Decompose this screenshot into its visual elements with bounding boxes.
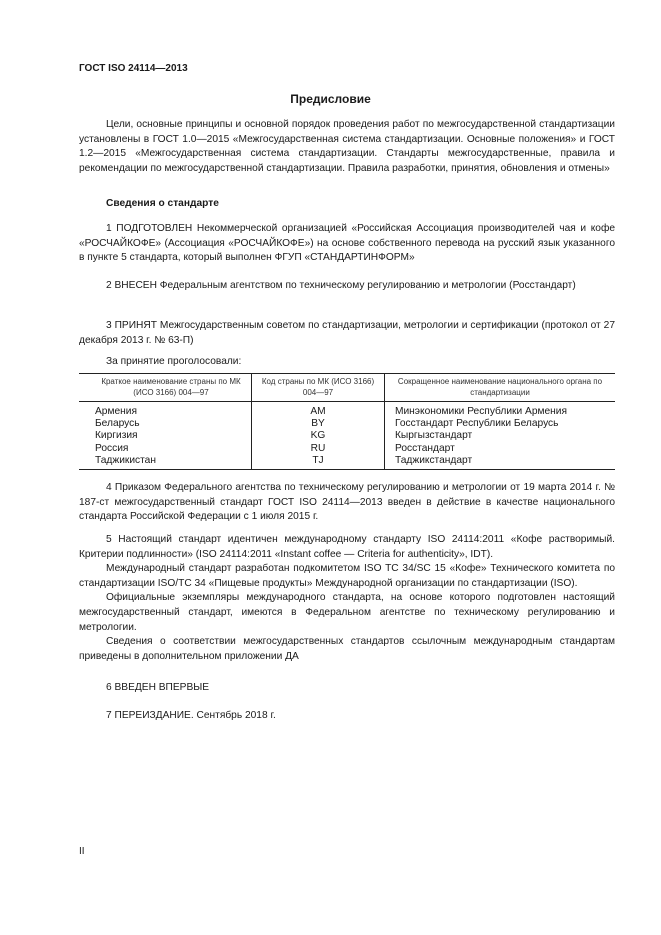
item-3-paragraph: 3 ПРИНЯТ Межгосударственным советом по стандартизации, метрологии и сертификации (протокол от 27 декабря 2013 г. № 63-П): [79, 320, 615, 346]
item-5-block: [79, 533, 615, 664]
item-5-paragraph-2: Международный стандарт разработан подкомитетом ISO TC 34/SC 15 «Кофе» Технического комитета по стандартизации ISO/TC 34 «Пищевые продукты» Международной организации по стандартизации (ISO).: [79, 563, 615, 589]
item-4-block: [79, 481, 615, 525]
cell-body: Госстандарт Республики Беларусь: [385, 418, 616, 430]
countries-table-block: [79, 373, 615, 470]
item-6-block: [79, 681, 615, 696]
page-title: Предисловие: [290, 92, 371, 106]
table-row: [79, 455, 615, 470]
table-row: [79, 418, 615, 430]
table-header-row: [79, 374, 615, 402]
cell-code: TJ: [252, 455, 385, 470]
table-row: [79, 443, 615, 455]
item-1-block: [79, 222, 615, 266]
cell-country: Армения: [95, 406, 137, 417]
cell-country: Беларусь: [95, 418, 140, 430]
voted-label: За принятие проголосовали:: [106, 356, 242, 367]
cell-country: Таджикистан: [79, 455, 252, 470]
cell-code: RU: [252, 443, 385, 455]
item-5-paragraph-1: 5 Настоящий стандарт идентичен международному стандарту ISO 24114:2011 «Кофе растворимый. Критерии подлинности» (ISO 24114:2011 «Instant coffee — Criteria for authenticity», IDT).: [79, 534, 615, 560]
item-1-paragraph: 1 ПОДГОТОВЛЕН Некоммерческой организацией «Российская Ассоциация производителей чая и кофе «РОСЧАЙКОФЕ» (Ассоциация «РОСЧАЙКОФЕ») на основе собственного перевода на русский язык указанного в пункте 5 стандарта, который выполнен ФГУП «СТАНДАРТИНФОРМ»: [79, 223, 615, 264]
cell-code: BY: [252, 418, 385, 430]
cell-code: AM: [252, 402, 385, 419]
item-7-block: [79, 709, 615, 724]
item-6-paragraph: 6 ВВЕДЕН ВПЕРВЫЕ: [106, 682, 210, 693]
cell-code: KG: [252, 430, 385, 442]
item-5-paragraph-4: Сведения о соответствии межгосударственных стандартов ссылочным международным стандартам приведены в дополнительном приложении ДА: [79, 636, 615, 662]
intro-paragraph: Цели, основные принципы и основной порядок проведения работ по межгосударственной стандартизации установлены в ГОСТ 1.0—2015 «Межгосударственная система стандартизации. Основные положения» и ГОСТ 1.2—2015 «Межгосударственная система стандартизации. Стандарты межгосударственные, правила и рекомендации по межгосударственной стандартизации. Правила разработки, принятия, обновления и отмены»: [79, 119, 615, 174]
item-5-paragraph-3: Официальные экземпляры международного стандарта, на основе которого подготовлен настоящий межгосударственный стандарт, имеются в Федеральном агентстве по техническому регулированию и метрологии.: [79, 592, 615, 633]
table-header-country: Краткое наименование страны по МК (ИСО 3166) 004—97: [79, 374, 252, 402]
cell-body: Росстандарт: [385, 443, 616, 455]
cell-body: Кыргызстандарт: [385, 430, 616, 442]
cell-body: Минэкономики Республики Армения: [385, 402, 616, 419]
item-4-paragraph: 4 Приказом Федерального агентства по техническому регулированию и метрологии от 19 марта 2014 г. № 187-ст межгосударственный стандарт ГОСТ ISO 24114—2013 введен в действие в качестве национального стандарта Российской Федерации с 1 июля 2015 г.: [79, 482, 615, 523]
about-heading-block: [79, 197, 615, 212]
cell-country: Россия: [95, 442, 129, 454]
table-header-body: Сокращенное наименование национального органа по стандартизации: [385, 374, 616, 402]
cell-country: Киргизия: [95, 430, 138, 442]
table-row: [79, 430, 615, 442]
about-heading: Сведения о стандарте: [106, 198, 219, 209]
countries-table: [79, 373, 615, 470]
voted-block: [79, 355, 615, 370]
item-3-block: [79, 319, 615, 348]
table-row: [79, 402, 615, 419]
item-2-block: [79, 279, 615, 294]
item-2-paragraph: 2 ВНЕСЕН Федеральным агентством по техническому регулированию и метрологии (Росстандарт): [106, 280, 576, 291]
item-7-paragraph: 7 ПЕРЕИЗДАНИЕ. Сентябрь 2018 г.: [106, 710, 276, 721]
standard-code-header: ГОСТ ISO 24114—2013: [79, 63, 188, 74]
cell-body: Таджикстандарт: [385, 455, 616, 470]
table-header-code: Код страны по МК (ИСО 3166) 004—97: [252, 374, 385, 402]
intro-block: [79, 118, 615, 176]
page-number: II: [79, 846, 85, 857]
